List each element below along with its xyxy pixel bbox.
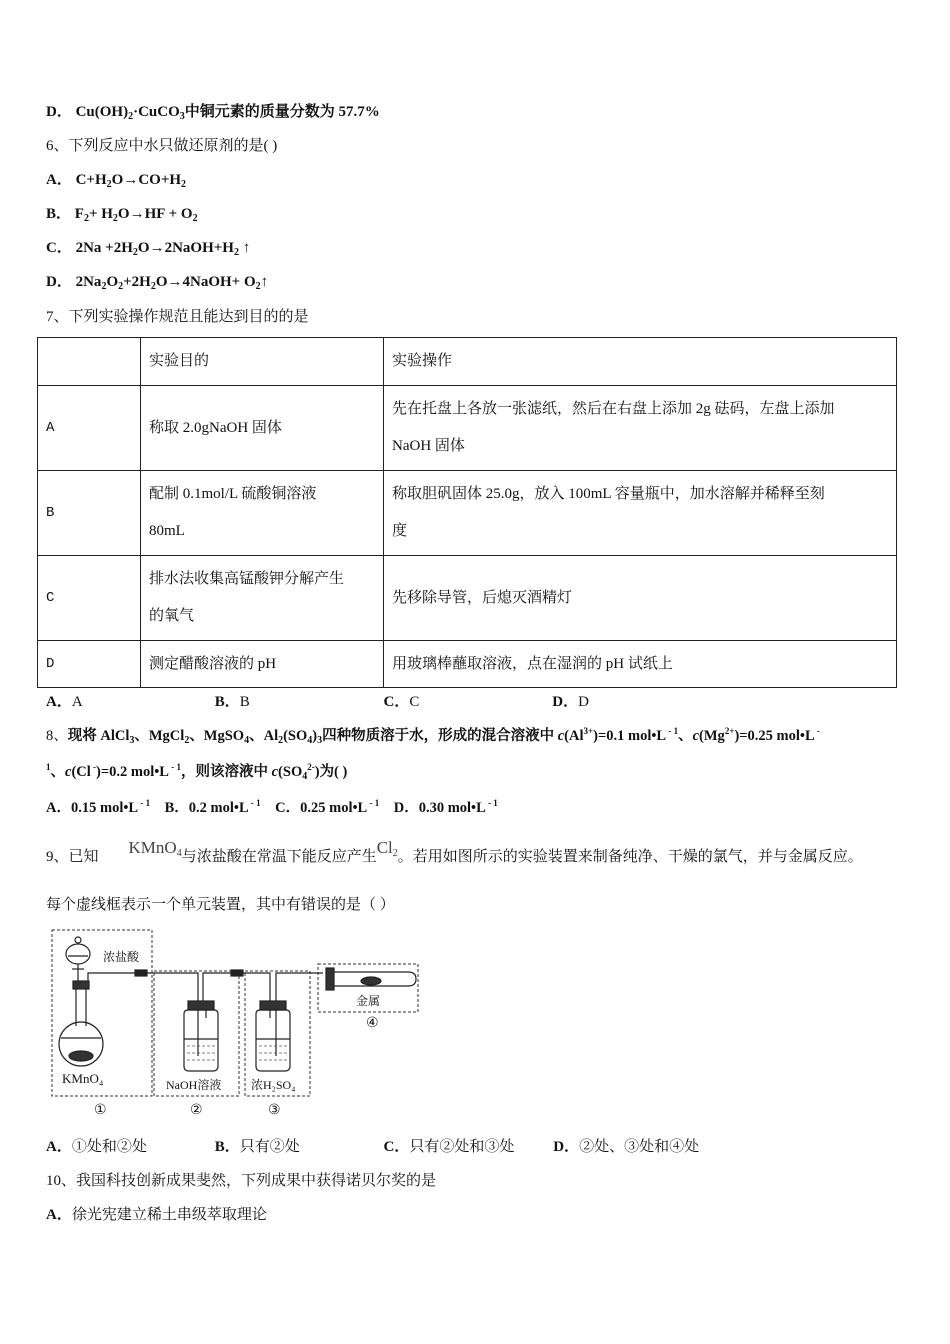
option-text: 0.15 mol•L bbox=[70, 800, 139, 816]
option-text: B bbox=[239, 694, 250, 710]
option-label: B． bbox=[214, 1139, 240, 1155]
option-label: C． bbox=[46, 240, 72, 256]
option-text: 0.25 mol•L bbox=[300, 800, 368, 816]
option-label: A． bbox=[46, 172, 72, 188]
q7-stem: 7、下列实验操作规范且能达到目的的是 bbox=[46, 309, 309, 325]
row-operation bbox=[384, 386, 897, 471]
option-label: C． bbox=[383, 694, 410, 710]
row-key: D bbox=[38, 641, 141, 688]
q9-option-b bbox=[215, 1137, 380, 1157]
table-row bbox=[38, 641, 897, 688]
label-unit-3: ③ bbox=[268, 1102, 281, 1118]
label-kmno4: KMnO₄ bbox=[62, 1071, 104, 1086]
table-row bbox=[38, 386, 897, 471]
label-h2so4: 浓H₂SO₄ bbox=[251, 1078, 296, 1092]
q8-option-a: A．0.15 mol•L $^{- 1}$ bbox=[46, 798, 151, 816]
option-text: C bbox=[409, 694, 420, 710]
option-label: A． bbox=[46, 1139, 72, 1155]
row-purpose bbox=[141, 556, 384, 641]
option-text: 只有②处 bbox=[239, 1139, 300, 1155]
q8-option-b: B．0.2 mol•L $^{- 1}$ bbox=[164, 798, 261, 816]
q6-option-b: B． $F_2+ H_2O\to HF + O_2$ bbox=[46, 206, 198, 224]
label-unit-2: ② bbox=[190, 1102, 203, 1118]
q8-stem-line2: $^1$、c(Cl -)=0.2 mol•L $^{- 1}$，则该溶液中 $c(SO_4^{2-})$为( ) bbox=[46, 762, 348, 782]
option-text: 0.2 mol•L bbox=[188, 800, 249, 816]
label-conc-hcl: 浓盐酸 bbox=[103, 950, 140, 964]
operation-line: 先在托盘上各放一张滤纸，然后在右盘上添加 2g 砝码，左盘上添加 bbox=[392, 401, 835, 417]
purpose-line: 的氧气 bbox=[149, 608, 195, 624]
operation-line: 用玻璃棒蘸取溶液，点在湿润的 pH 试纸上 bbox=[392, 655, 673, 672]
row-purpose bbox=[141, 386, 384, 471]
stem-text: 。若用如图所示的实验装置来制备纯净、干燥的氯气，并与金属反应。 bbox=[397, 849, 863, 865]
q7-option-c bbox=[384, 692, 549, 712]
q9-option-d bbox=[553, 1137, 699, 1157]
stem-text: 与浓盐酸在常温下能反应产生 bbox=[181, 849, 377, 865]
row-purpose bbox=[141, 641, 384, 688]
experiment-table bbox=[37, 337, 897, 688]
stem-text: 为( ) bbox=[319, 764, 348, 780]
row-purpose bbox=[141, 471, 384, 556]
stem-text: 四种物质溶于水，形成的混合溶液中 bbox=[322, 728, 558, 744]
label-unit-1: ① bbox=[94, 1102, 107, 1118]
q10-option-a bbox=[46, 1205, 267, 1225]
option-text: ①处和②处 bbox=[71, 1139, 147, 1155]
stem-text: 9、已知 bbox=[46, 849, 99, 865]
purpose-line: 称取 2.0gNaOH 固体 bbox=[149, 419, 282, 436]
option-label: D． bbox=[393, 800, 419, 816]
purpose-line: 测定醋酸溶液的 pH bbox=[149, 655, 277, 672]
q7-options bbox=[46, 692, 589, 712]
q7-option-d bbox=[552, 692, 589, 712]
option-text: A bbox=[71, 694, 83, 710]
q9-stem-line1 bbox=[46, 838, 863, 867]
formula-kmno4: KMnO$_4$ bbox=[128, 838, 182, 859]
option-label: A． bbox=[46, 800, 71, 816]
table-header-operation: 实验操作 bbox=[384, 338, 897, 386]
stem-text: ，则该溶液中 bbox=[180, 764, 272, 780]
option-text: 只有②处和③处 bbox=[409, 1139, 515, 1155]
stem-text: 现将 bbox=[67, 728, 101, 744]
q7-option-a bbox=[46, 692, 211, 712]
purpose-line: 80mL bbox=[149, 523, 185, 539]
formula-cuoh2-cuco3: $Cu(OH)_2\cdot CuCO_3$ bbox=[75, 104, 185, 122]
operation-line: 称取胆矾固体 25.0g，放入 100mL 容量瓶中，加水溶解并稀释至刻 bbox=[392, 486, 825, 502]
option-text: D bbox=[578, 694, 589, 710]
formula-cl2: $Cl_2$ bbox=[376, 838, 398, 859]
row-operation bbox=[384, 471, 897, 556]
apparatus-diagram bbox=[48, 926, 424, 1120]
row-operation bbox=[384, 641, 897, 688]
row-key: B bbox=[38, 471, 141, 556]
purpose-line: 配制 0.1mol/L 硫酸铜溶液 bbox=[149, 486, 317, 502]
q8-option-d: D．0.30 mol•L $^{- 1}$ bbox=[393, 798, 498, 816]
option-label: A． bbox=[46, 694, 72, 710]
formula-text: Cl bbox=[376, 838, 393, 857]
q5-option-d bbox=[46, 102, 380, 122]
question-number: 8、 bbox=[46, 728, 68, 744]
q10-stem: 10、我国科技创新成果斐然，下列成果中获得诺贝尔奖的是 bbox=[46, 1173, 437, 1189]
option-label: D． bbox=[553, 1139, 580, 1155]
q6-option-d: D． $2Na_2O_2+2H_2O\to 4NaOH+$ $O_2↑$ bbox=[46, 274, 269, 292]
q9-stem-line2: 每个虚线框表示一个单元装置，其中有错误的是（ ） bbox=[46, 897, 395, 913]
q8-option-c: C．0.25 mol•L $^{- 1}$ bbox=[275, 798, 380, 816]
label-naoh: NaOH溶液 bbox=[166, 1078, 222, 1092]
table-header-cell bbox=[38, 338, 141, 386]
option-label: B． bbox=[164, 800, 189, 816]
q9-option-a bbox=[46, 1137, 211, 1157]
option-label: D． bbox=[46, 274, 72, 290]
option-text: 0.30 mol•L bbox=[418, 800, 486, 816]
operation-line: NaOH 固体 bbox=[392, 438, 465, 454]
operation-line: 先移除导管，后熄灭酒精灯 bbox=[392, 589, 573, 606]
operation-line: 度 bbox=[392, 523, 408, 539]
row-key: A bbox=[38, 386, 141, 471]
table-row bbox=[38, 556, 897, 641]
option-text: 徐光宪建立稀土串级萃取理论 bbox=[71, 1207, 267, 1223]
q9-options bbox=[46, 1137, 699, 1157]
q6-option-a: A． $C+H_2O\to CO+H_2$ bbox=[46, 172, 187, 190]
formula-text: KMnO bbox=[128, 838, 177, 857]
q8-stem-line1: 8、现将 AlCl$_3$、MgCl$_2$、MgSO$_4$、$Al_2(SO_4)_3$四种物质溶于水，形成的混合溶液中 $c(Al^{3+})=0.1$ mol•L $^{- 1}$、$c(Mg^{2+})=0.25$ mol•L - bbox=[46, 726, 820, 746]
q6-stem: 6、下列反应中水只做还原剂的是( ) bbox=[46, 138, 278, 154]
purpose-line: 排水法收集高锰酸钾分解产生 bbox=[149, 571, 345, 587]
row-key: C bbox=[38, 556, 141, 641]
table-row bbox=[38, 471, 897, 556]
label-metal: 金属 bbox=[356, 994, 381, 1008]
row-operation bbox=[384, 556, 897, 641]
option-label: D． bbox=[552, 694, 579, 710]
q6-option-c: C． $2Na +2H_2O\to 2NaOH+H_2$ ↑ bbox=[46, 240, 251, 258]
q7-option-b bbox=[215, 692, 380, 712]
option-text: 中铜元素的质量分数为 57.7% bbox=[184, 104, 380, 120]
q8-options bbox=[46, 798, 498, 818]
q9-option-c bbox=[384, 1137, 550, 1157]
option-label: A． bbox=[46, 1207, 72, 1223]
option-label: B． bbox=[46, 206, 72, 222]
option-text: ②处、③处和④处 bbox=[579, 1139, 700, 1155]
option-label: D． bbox=[46, 104, 72, 120]
option-label: C． bbox=[383, 1139, 410, 1155]
option-label: C． bbox=[275, 800, 301, 816]
option-label: B． bbox=[214, 694, 240, 710]
table-header-row bbox=[38, 338, 897, 386]
table-header-purpose: 实验目的 bbox=[141, 338, 384, 386]
label-unit-4: ④ bbox=[366, 1015, 379, 1031]
